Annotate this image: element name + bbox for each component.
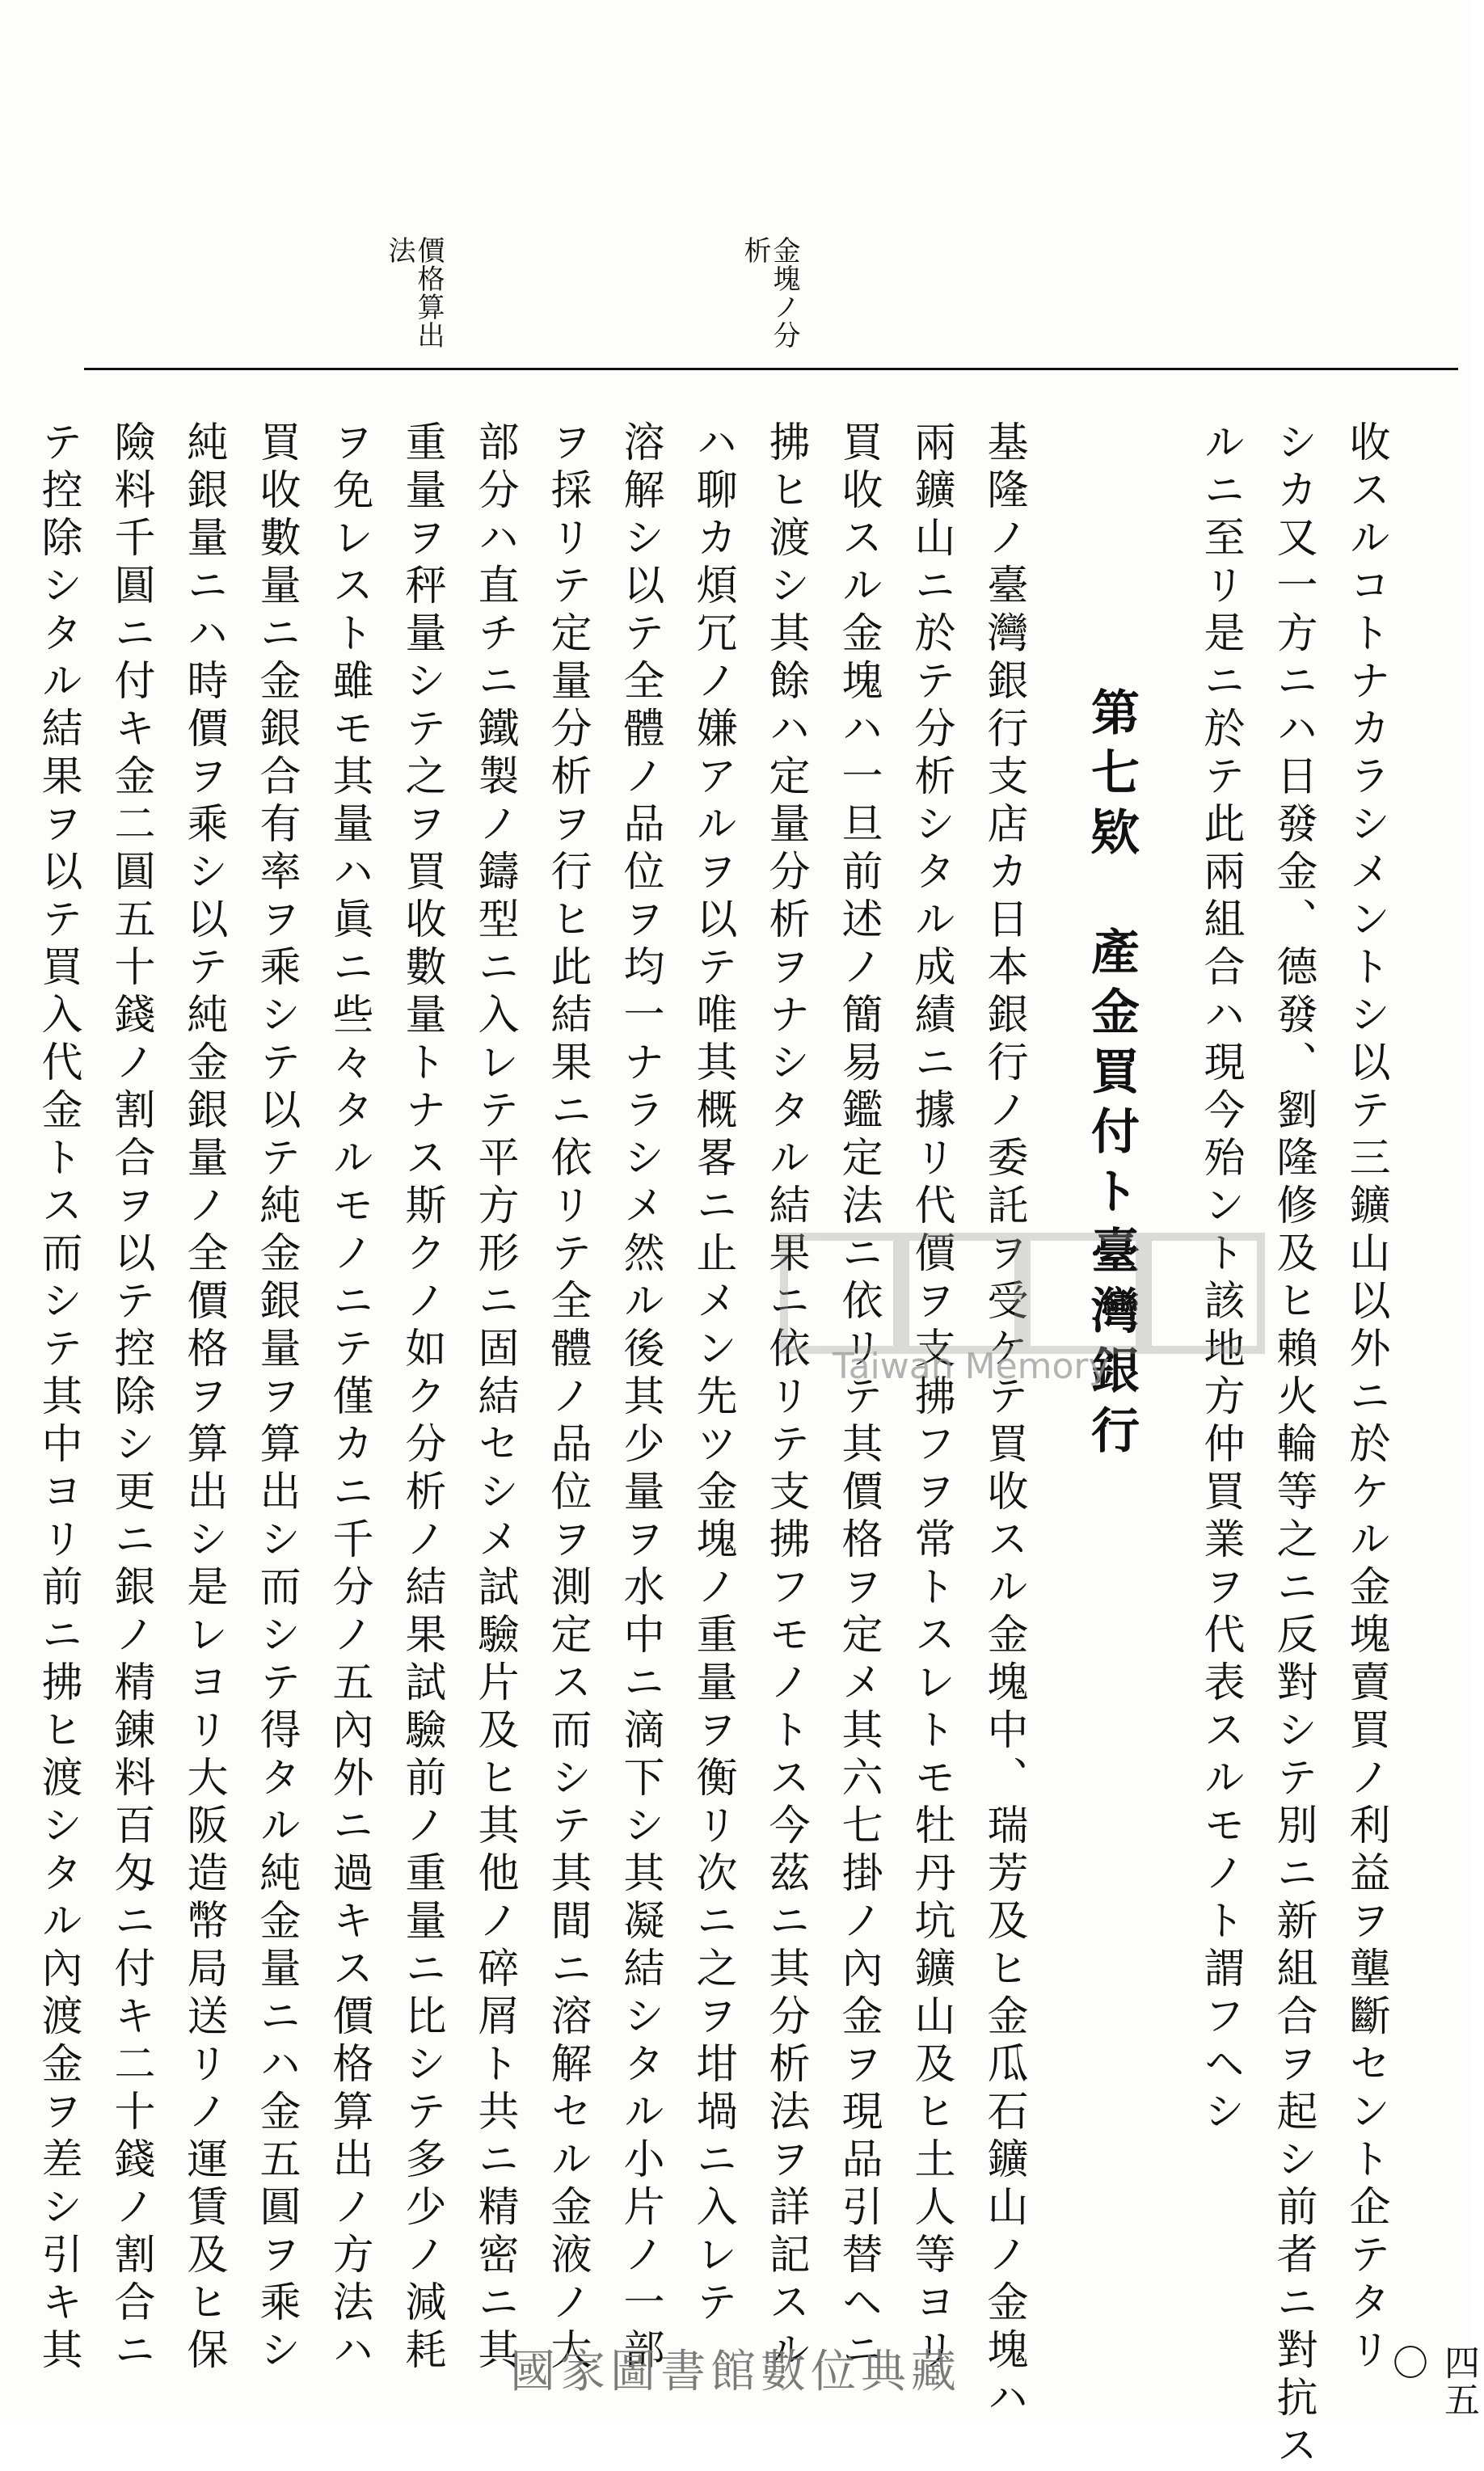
text-column: 溶解シ以テ全體ノ品位ヲ均一ナラシメ然ル後其少量ヲ水中ニ滴下シ其凝結シタル小片ノ一部 — [616, 420, 664, 2376]
text-column: シカ又一方ニハ日發金、德發、劉隆修及ヒ賴火輪等之ニ反對シテ別ニ新組合ヲ起シ前者ニ對抗ス — [1269, 420, 1317, 2471]
text-column: 重量ヲ秤量シテ之ヲ買收數量トナス斯クノ如ク分析ノ結果試驗前ノ重量ニ比シテ多少ノ減耗 — [398, 420, 445, 2376]
text-column: 基隆ノ臺灣銀行支店カ日本銀行ノ委託ヲ受ケテ買收スル金塊中、瑞芳及ヒ金瓜石鑛山ノ金塊ハ — [980, 420, 1027, 2423]
text-column: 部分ハ直チニ鐵製ノ鑄型ニ入レテ平方形ニ固結セシメ試驗片及ヒ其他ノ碎屑ト共ニ精密ニ其 — [470, 420, 518, 2376]
text-column: ヲ採リテ定量分析ヲ行ヒ此結果ニ依リテ全體ノ品位ヲ測定ス而シテ其間ニ溶解セル金液ノ大 — [543, 420, 591, 2376]
text-column: ハ聊カ煩冗ノ嫌アルヲ以テ唯其概畧ニ止メン先ツ金塊ノ重量ヲ衡リ次ニ之ヲ坩堝ニ入レテ — [689, 420, 736, 2328]
header-rule — [84, 368, 1458, 370]
margin-note-gold-analysis: 金塊ノ分析 — [739, 236, 800, 349]
text-column: 險料千圓ニ付キ金二圓五十錢ノ割合ヲ以テ控除シ更ニ銀ノ精錬料百匁ニ付キ二十錢ノ割合ニ — [107, 420, 154, 2376]
page-number: 四五〇 — [1386, 2344, 1479, 2418]
section-heading: 第七欵 產金買付ト臺灣銀行 — [1083, 687, 1140, 1465]
text-column: 拂ヒ渡シ其餘ハ定量分析ヲナシタル結果ニ依リテ支拂フモノトス今茲ニ其分析法ヲ詳記スル — [761, 420, 809, 2376]
text-column: テ控除シタル結果ヲ以テ買入代金トス而シテ其中ヨリ前ニ拂ヒ渡シタル內渡金ヲ差シ引キ其 — [34, 420, 82, 2376]
text-column: 買收スル金塊ハ一旦前述ノ簡易鑑定法ニ依リテ其價格ヲ定メ其六七掛ノ內金ヲ現品引替ヘニ — [834, 420, 882, 2376]
margin-note-price-calculation: 價格算出法 — [383, 236, 445, 349]
text-column: 純銀量ニハ時價ヲ乘シ以テ純金銀量ノ全價格ヲ算出シ是レヨリ大阪造幣局送リノ運賃及ヒ保 — [179, 420, 227, 2376]
footer-archive-label: 國家圖書館數位典藏 — [510, 2346, 961, 2398]
text-column: 兩鑛山ニ於テ分析シタル成績ニ據リ代價ヲ支拂フヲ常トスレトモ牡丹坑鑛山及ヒ土人等ヨリ — [907, 420, 955, 2376]
text-column: ヲ免レスト雖モ其量ハ眞ニ些々タルモノニテ僅カニ千分ノ五內外ニ過キス價格算出ノ方法ハ — [325, 420, 373, 2376]
text-column: 買收數量ニ金銀合有率ヲ乘シテ以テ純金銀量ヲ算出シ而シテ得タル純金量ニハ金五圓ヲ乘シ — [252, 420, 300, 2376]
watermark-text: Taiwan Memory — [833, 1346, 1110, 1387]
text-column: ルニ至リ是ニ於テ此兩組合ハ現今殆ント該地方仲買業ヲ代表スルモノト謂フヘシ — [1196, 420, 1244, 2137]
text-column: 收スルコトナカラシメントシ以テ三鑛山以外ニ於ケル金塊賣買ノ利益ヲ壟斷セント企テタリ — [1342, 420, 1389, 2376]
